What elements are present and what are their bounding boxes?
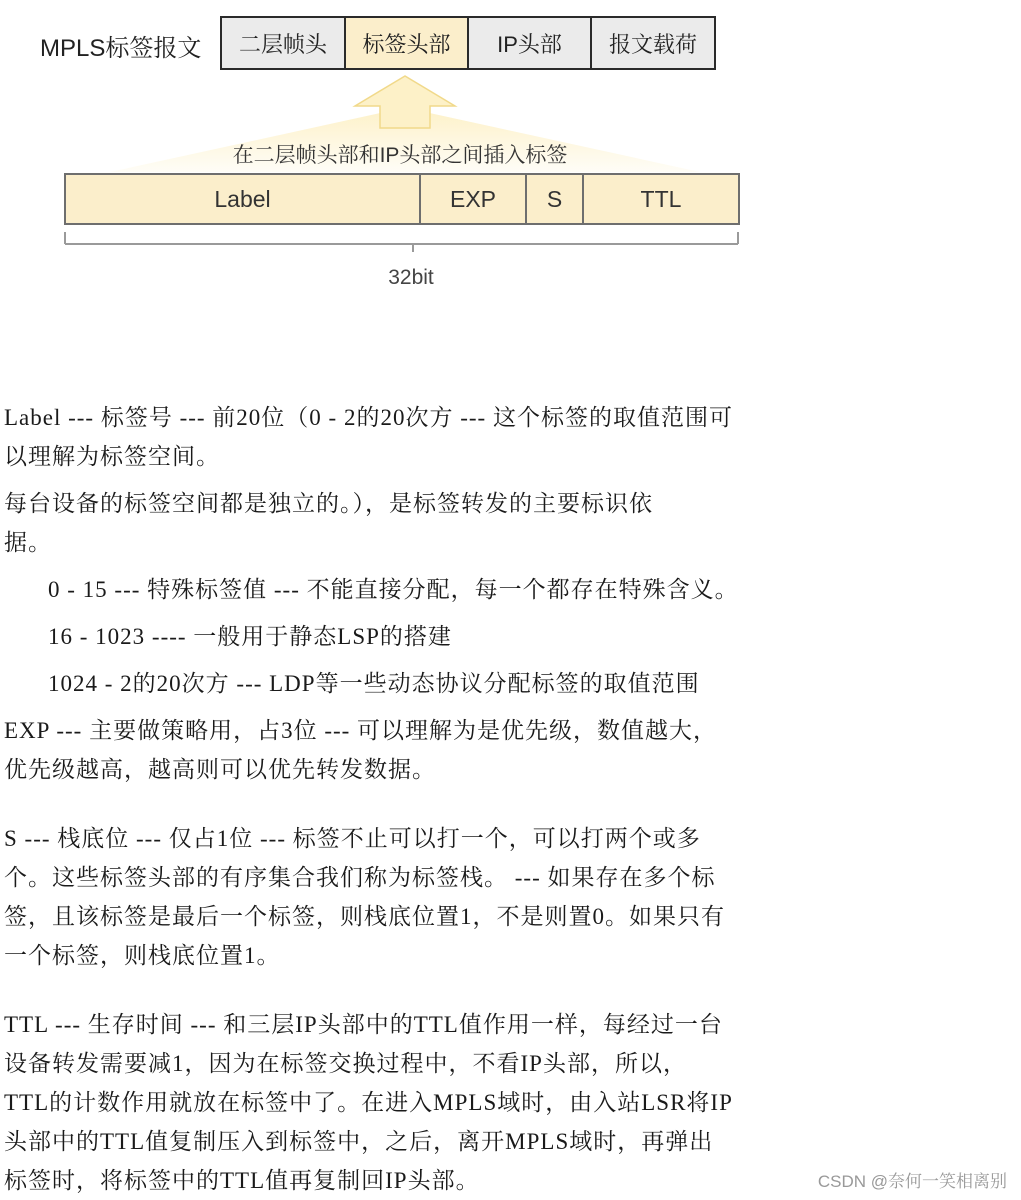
ttl-paragraph-line: TTL的计数作用就放在标签中了。在进入MPLS域时，由入站LSR将IP	[4, 1090, 733, 1115]
article-body	[4, 398, 814, 1200]
s-paragraph-line: 一个标签，则栈底位置1。	[4, 943, 281, 968]
label-paragraph-line: Label --- 标签号 --- 前20位（0 - 2的20次方 --- 这个标签的取值范围可	[4, 405, 733, 430]
ttl-paragraph-line: TTL --- 生存时间 --- 和三层IP头部中的TTL值作用一样，每经过一台	[4, 1012, 723, 1037]
s-paragraph-line: 签，且该标签是最后一个标签，则栈底位置1，不是则置0。如果只有	[4, 904, 725, 929]
field-label-header: 标签头部	[346, 18, 469, 68]
s-paragraph-line: 个。这些标签头部的有序集合我们称为标签栈。 --- 如果存在多个标	[4, 865, 716, 890]
label-range-line: 0 - 15 --- 特殊标签值 --- 不能直接分配，每一个都存在特殊含义。	[48, 577, 739, 602]
label-field-label: Label	[66, 175, 421, 223]
label-range-line: 16 - 1023 ---- 一般用于静态LSP的搭建	[48, 624, 452, 649]
field-payload: 报文载荷	[592, 18, 714, 68]
label-format	[64, 173, 740, 225]
label-field-exp: EXP	[421, 175, 527, 223]
bit-bracket	[65, 232, 738, 252]
mpls-label-diagram	[0, 0, 1021, 320]
label-range-line: 1024 - 2的20次方 --- LDP等一些动态协议分配标签的取值范围	[48, 671, 700, 696]
ttl-paragraph-line: 标签时，将标签中的TTL值再复制回IP头部。	[4, 1168, 480, 1193]
diagram-title: MPLS标签报文	[40, 35, 202, 62]
field-l2-header: 二层帧头	[222, 18, 346, 68]
watermark: CSDN @奈何一笑相离别	[817, 1172, 1007, 1191]
label-paragraph-line: 以理解为标签空间。	[4, 444, 220, 469]
bits-label: 32bit	[388, 266, 434, 289]
label-paragraph-line: 每台设备的标签空间都是独立的。），是标签转发的主要标识依	[4, 491, 653, 516]
field-ip-header: IP头部	[469, 18, 592, 68]
exp-paragraph-line: EXP --- 主要做策略用，占3位 --- 可以理解为是优先级，数值越大，	[4, 718, 718, 743]
exp-paragraph-line: 优先级越高，越高则可以优先转发数据。	[4, 757, 436, 782]
ttl-paragraph-line: 头部中的TTL值复制压入到标签中，之后，离开MPLS域时，再弹出	[4, 1129, 714, 1154]
label-field-s: S	[527, 175, 584, 223]
label-field-ttl: TTL	[640, 185, 682, 212]
ttl-paragraph-line: 设备转发需要减1，因为在标签交换过程中，不看IP头部，所以，	[4, 1051, 687, 1076]
s-paragraph-line: S --- 栈底位 --- 仅占1位 --- 标签不止可以打一个，可以打两个或多	[4, 826, 701, 851]
label-paragraph-line: 据。	[4, 530, 52, 555]
insert-caption: 在二层帧头部和IP头部之间插入标签	[232, 144, 568, 167]
